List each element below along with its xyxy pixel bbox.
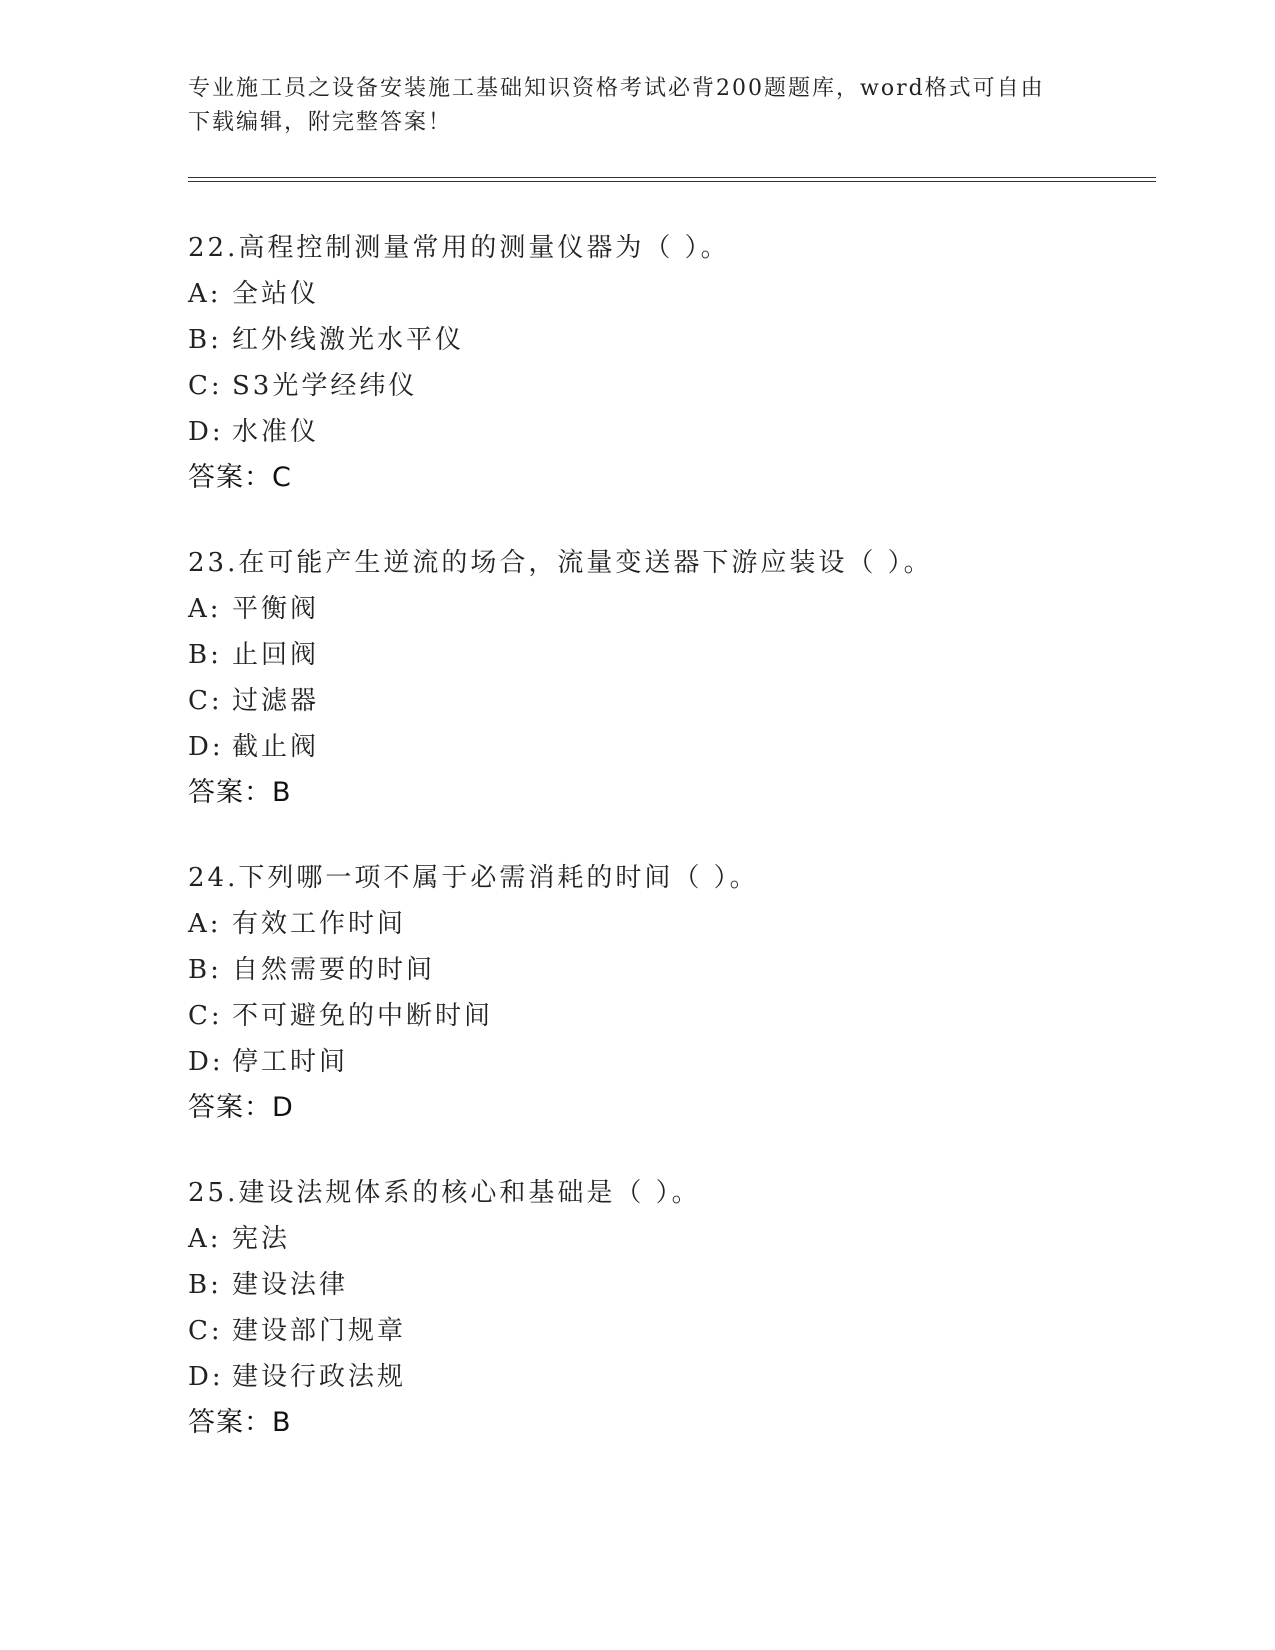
option-text: 红外线激光水平仪 (232, 325, 465, 355)
question-stem: 25.建设法规体系的核心和基础是（ ）。 (188, 1178, 701, 1208)
option-text: 过滤器 (232, 686, 320, 716)
option-a (188, 586, 1188, 632)
option-letter: B: (188, 955, 222, 985)
option-c (188, 1308, 1188, 1354)
header-double-rule (188, 177, 1156, 182)
option-letter: D: (188, 732, 224, 762)
answer-label: 答案：C (188, 462, 292, 493)
answer-label: 答案：B (188, 1407, 292, 1438)
option-text: 止回阀 (232, 640, 320, 670)
option-d (188, 1039, 1188, 1085)
option-letter: A: (188, 594, 222, 624)
option-c (188, 993, 1188, 1039)
question-24 (188, 855, 1188, 1131)
question-25 (188, 1170, 1188, 1446)
option-letter: A: (188, 279, 222, 309)
question-23 (188, 540, 1188, 816)
option-text: S3光学经纬仪 (232, 371, 418, 401)
option-b (188, 947, 1188, 993)
option-letter: C: (188, 686, 223, 716)
option-d (188, 1354, 1188, 1400)
option-letter: C: (188, 1001, 223, 1031)
header-line-2: 下载编辑，附完整答案！ (188, 110, 453, 135)
option-text: 截止阀 (232, 732, 320, 762)
option-letter: B: (188, 640, 222, 670)
option-letter: A: (188, 909, 222, 939)
option-d (188, 409, 1188, 455)
option-text: 建设部门规章 (232, 1316, 407, 1346)
option-text: 水准仪 (232, 417, 320, 447)
option-text: 平衡阀 (232, 594, 320, 624)
option-letter: D: (188, 417, 224, 447)
option-letter: B: (188, 325, 222, 355)
option-b (188, 1262, 1188, 1308)
option-letter: D: (188, 1047, 224, 1077)
option-b (188, 317, 1188, 363)
answer-label: 答案：B (188, 777, 292, 808)
option-c (188, 363, 1188, 409)
question-stem: 23.在可能产生逆流的场合，流量变送器下游应装设（ ）。 (188, 548, 933, 578)
option-c (188, 678, 1188, 724)
option-text: 建设法律 (232, 1270, 349, 1300)
document-header (188, 72, 1078, 140)
option-d (188, 724, 1188, 770)
question-22 (188, 225, 1188, 501)
header-line-1: 专业施工员之设备安装施工基础知识资格考试必背200题题库，word格式可自由 (188, 76, 1045, 101)
option-text: 宪法 (232, 1224, 291, 1254)
option-letter: C: (188, 1316, 223, 1346)
option-letter: C: (188, 371, 223, 401)
option-text: 建设行政法规 (232, 1362, 407, 1392)
option-a (188, 901, 1188, 947)
option-b (188, 632, 1188, 678)
option-text: 不可避免的中断时间 (232, 1001, 494, 1031)
option-a (188, 271, 1188, 317)
question-stem: 22.高程控制测量常用的测量仪器为（ ）。 (188, 233, 730, 263)
option-a (188, 1216, 1188, 1262)
answer-label: 答案：D (188, 1092, 294, 1123)
option-letter: A: (188, 1224, 222, 1254)
option-text: 全站仪 (232, 279, 320, 309)
option-text: 有效工作时间 (232, 909, 407, 939)
option-text: 自然需要的时间 (232, 955, 436, 985)
option-text: 停工时间 (232, 1047, 349, 1077)
option-letter: D: (188, 1362, 224, 1392)
question-stem: 24.下列哪一项不属于必需消耗的时间（ ）。 (188, 863, 759, 893)
option-letter: B: (188, 1270, 222, 1300)
